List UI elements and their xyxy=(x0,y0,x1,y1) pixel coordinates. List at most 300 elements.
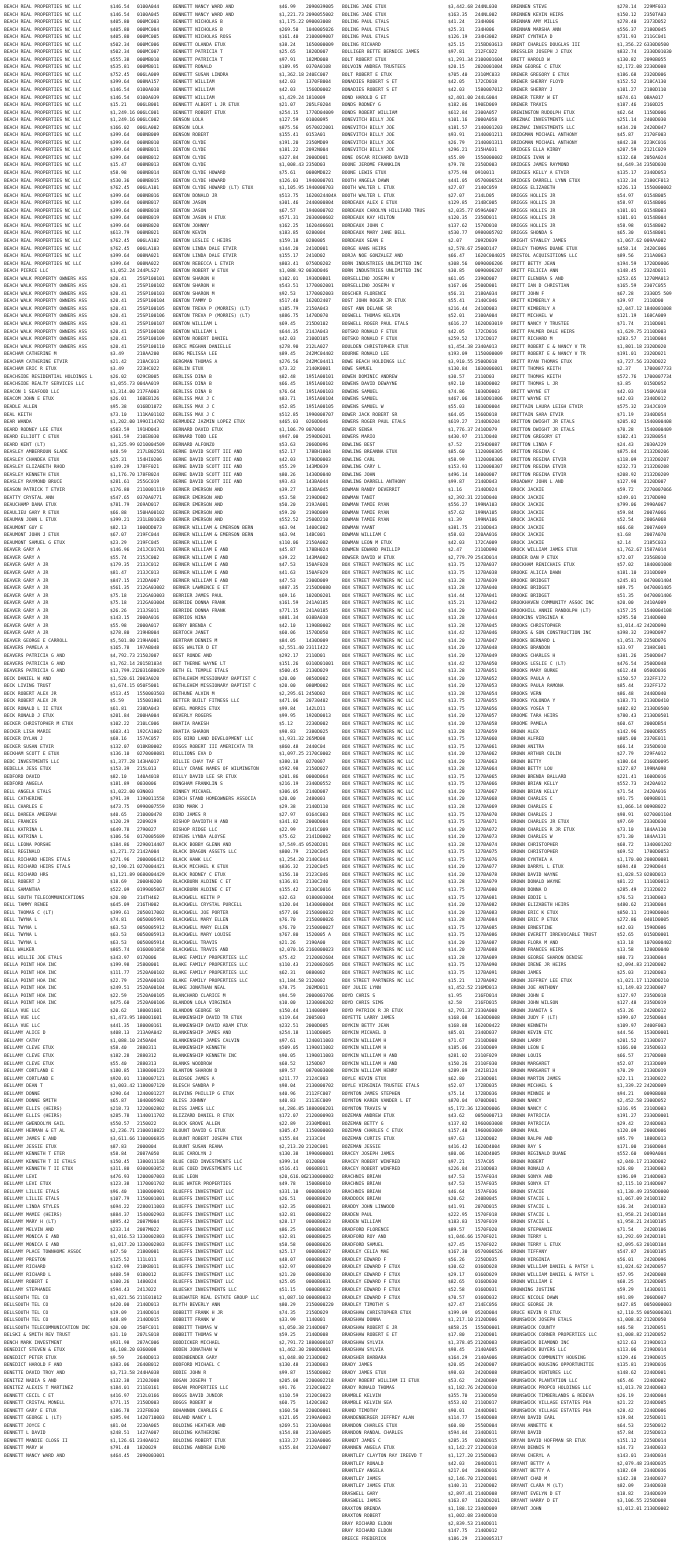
parcel-id: 212GA03002 xyxy=(137,586,165,592)
parcel-id: 1700007733 xyxy=(644,367,672,373)
owner-name: BOX STREET PARTNERS NC LLC xyxy=(342,767,414,773)
parcel-id: 2000D005 xyxy=(306,1023,329,1029)
tax-amount: $42.10 xyxy=(279,623,296,629)
tax-amount: $98.03 xyxy=(448,1370,465,1376)
tax-amount: $22.59 xyxy=(110,993,127,999)
owner-name: BEACH REAL PROPERTIES NC LLC xyxy=(4,231,82,237)
tax-amount: $87.83 xyxy=(110,1144,127,1150)
listing-row xyxy=(342,827,511,835)
listing-row xyxy=(173,827,342,835)
parcel-id: 2120D051 xyxy=(644,1325,667,1331)
tax-amount: $172.07 xyxy=(279,1114,299,1120)
listing-row xyxy=(4,962,173,970)
parcel-id: 1880D013 xyxy=(644,1137,667,1143)
tax-amount: $10.00 xyxy=(279,1001,296,1007)
tax-amount: $226.84 xyxy=(448,1167,468,1173)
owner-name: BERNER WILLIAM E AND xyxy=(173,563,229,569)
owner-name: BROWN NANCY C xyxy=(511,1106,547,1112)
owner-name: BOX STREET PARTNERS NC LLC xyxy=(342,782,414,788)
listing-row xyxy=(4,819,173,827)
parcel-id: 1120000306 xyxy=(475,457,503,463)
listing-row xyxy=(342,849,511,857)
tax-amount: $80.06 xyxy=(448,1152,465,1158)
listing-row xyxy=(4,1023,173,1031)
tax-amount: $75.61 xyxy=(279,171,296,177)
owner-name: BERRIOS NINA xyxy=(173,616,207,622)
tax-amount: $46.58 xyxy=(617,1325,634,1331)
parcel-id: 2140C044 xyxy=(306,857,329,863)
owner-name: BROWN WILLIAM DANIEL & PATSY L xyxy=(511,1265,594,1271)
listing-row xyxy=(511,623,680,631)
parcel-id: 241J022 xyxy=(137,1287,157,1293)
listing-row xyxy=(173,1106,342,1114)
owner-name: BOONE LEWIS ETUX xyxy=(342,171,387,177)
owner-name: BLACKWELL MARY ELLEN xyxy=(173,925,229,931)
owner-name: BELLAMY KENNETH T ETER xyxy=(4,1152,65,1158)
listing-row xyxy=(511,79,680,87)
listing-row xyxy=(4,902,173,910)
parcel-id: 127BA064 xyxy=(475,767,498,773)
tax-amount: $211.77 xyxy=(279,1076,299,1082)
parcel-id: 006LC002 xyxy=(137,118,160,124)
tax-amount: $191.27 xyxy=(617,1114,637,1120)
listing-row xyxy=(511,276,680,284)
owner-name: BELLAMY ALICE D xyxy=(4,1031,46,1037)
owner-name: BEAVER GARY A JR xyxy=(4,631,49,637)
listing-row xyxy=(4,178,173,186)
tax-amount: $41.91 xyxy=(448,1204,465,1210)
parcel-id: 1190011002 xyxy=(306,1046,334,1052)
tax-amount: $535.81 xyxy=(110,65,130,71)
tax-amount: $52.54 xyxy=(617,518,634,524)
tax-amount: $20.41 xyxy=(110,299,127,305)
tax-amount: $4,286.85 xyxy=(279,1106,304,1112)
tax-amount: $222.95 xyxy=(448,1212,468,1218)
parcel-id: 234H3002 xyxy=(475,35,498,41)
parcel-id: 2140001211 xyxy=(475,133,503,139)
listing-row xyxy=(173,540,342,548)
listing-row xyxy=(511,27,680,35)
listing-row xyxy=(4,1310,173,1318)
owner-name: BEARD KENT (LT) xyxy=(4,442,46,448)
owner-name: BOX STREET PARTNERS NC LLC xyxy=(342,759,414,765)
parcel-id: 25SP100106 xyxy=(137,314,165,320)
parcel-id: 211GC041 xyxy=(644,35,667,41)
owner-name: BROWN PATRICIA xyxy=(511,1121,550,1127)
listing-row xyxy=(511,849,680,857)
listing-row xyxy=(173,925,342,933)
tax-amount: $110.59 xyxy=(279,1393,299,1399)
owner-name: BEACHAM CATHERINE ETVIR xyxy=(4,359,68,365)
parcel-id: 2110001119 xyxy=(137,488,165,493)
parcel-id: 0000B0033 xyxy=(306,1295,331,1301)
listing-row xyxy=(4,298,173,306)
parcel-id: 2160000023 xyxy=(306,948,334,954)
listing-column xyxy=(511,4,680,1512)
tax-amount: $82.48 xyxy=(279,374,296,380)
tax-amount: $1.16 xyxy=(448,488,462,493)
tax-amount: $556.27 xyxy=(448,503,468,509)
listing-row xyxy=(511,570,680,578)
listing-row xyxy=(511,706,680,714)
listing-row xyxy=(173,1151,342,1159)
listing-row xyxy=(342,147,511,155)
owner-name: BROWN ERNESTINE xyxy=(511,925,553,931)
parcel-id: 1180007120 xyxy=(137,1084,165,1090)
parcel-id: 2120D001 xyxy=(475,1333,498,1339)
owner-name: BOX STREET PARTNERS NC LLC xyxy=(342,608,414,614)
owner-name: BOYKIN BETTY JEAN xyxy=(342,1023,390,1029)
tax-amount: $305.47 xyxy=(279,1129,299,1135)
owner-name: BLEVINS PHILLIP G ETUX xyxy=(173,1091,234,1097)
owner-name: BEAUMAN JOHN L ETUX xyxy=(4,518,57,524)
tax-amount: $583.59 xyxy=(110,427,130,433)
parcel-id: 1220002802 xyxy=(137,1106,165,1112)
parcel-id: 1150000009 xyxy=(475,352,503,358)
parcel-id: 2140A006 xyxy=(475,1355,498,1361)
owner-name: BROWN RONALD A xyxy=(511,1167,550,1173)
tax-amount: $42.03 xyxy=(279,337,296,343)
tax-amount: $66.47 xyxy=(448,254,465,260)
listing-row xyxy=(4,1083,173,1091)
listing-row xyxy=(511,540,680,548)
tax-amount: $3.49 xyxy=(110,367,124,373)
tax-amount: $58.40 xyxy=(110,1046,127,1052)
parcel-id: 1120000307 xyxy=(475,465,503,471)
tax-amount: $25.17 xyxy=(279,1250,296,1256)
tax-amount: $42.03 xyxy=(279,80,296,86)
tax-amount: $2.58 xyxy=(448,1001,462,1007)
owner-name: BERGMAN THOMAS A xyxy=(173,359,218,365)
tax-amount: $132.34 xyxy=(617,178,637,184)
listing-row xyxy=(173,879,342,887)
parcel-id: 219JA001 xyxy=(306,503,329,509)
owner-name: BLUEFFS INVESTMENT LLC xyxy=(173,1204,234,1210)
parcel-id: 212DA007 xyxy=(137,578,160,584)
owner-name: BRYANT CHAD M xyxy=(511,1476,547,1482)
parcel-id: 1720D0006 xyxy=(644,261,669,267)
listing-row xyxy=(342,34,511,42)
tax-amount: $399.64 xyxy=(110,216,130,222)
tax-amount: $89.57 xyxy=(448,1227,465,1233)
parcel-id: 127BA054 xyxy=(475,691,498,697)
parcel-id: 154HI0206 xyxy=(137,457,162,463)
owner-name: BLACK MICHAEL K ETUX xyxy=(173,865,229,871)
owner-name: BLUE COED INVESTMENTS LLC xyxy=(173,1167,243,1173)
owner-name: BEACH REAL PROPERTIES NC LLC xyxy=(4,20,82,26)
parcel-id: 1770D04009 xyxy=(306,110,334,116)
owner-name: BRANDON CHARLES ETUX xyxy=(342,1423,398,1429)
parcel-id: 0520D201 xyxy=(306,842,329,848)
listing-row xyxy=(342,547,511,555)
owner-name: BLOUNT ROBERT JOSEPH ETUX xyxy=(173,1137,243,1143)
tax-amount: $1,462.30 xyxy=(279,1348,304,1354)
listing-row xyxy=(173,796,342,804)
listing-row xyxy=(173,110,342,118)
owner-name: BROCK JACKIE xyxy=(511,525,545,531)
owner-name: BROWN GEORGE SHARON DENISE xyxy=(511,955,583,961)
parcel-id: 2200002218 xyxy=(306,1378,334,1384)
tax-amount: $194.59 xyxy=(617,261,637,267)
tax-amount: $694.48 xyxy=(617,865,637,871)
tax-amount: $42.05 xyxy=(448,80,465,86)
listing-row xyxy=(342,472,511,480)
listing-row xyxy=(342,404,511,412)
tax-amount: $383.06 xyxy=(110,1363,130,1369)
tax-amount: $59.84 xyxy=(617,510,634,516)
tax-amount: $13.28 xyxy=(448,767,465,773)
listing-row xyxy=(342,344,511,352)
tax-amount: $2.37 xyxy=(617,367,631,373)
owner-name: BOX STREET PARTNERS NC LLC xyxy=(342,669,414,675)
owner-name: BORN INDUSTRIES UNLIMITED INC xyxy=(342,269,423,275)
parcel-id: 199NA103 xyxy=(475,503,498,509)
parcel-id: 1570D010 xyxy=(475,223,498,229)
parcel-id: 1150D006 xyxy=(644,110,667,116)
listing-row xyxy=(173,713,342,721)
listing-row xyxy=(173,253,342,261)
owner-name: BRITTON LINDA F xyxy=(511,442,553,448)
parcel-id: 2120D002 xyxy=(475,1484,498,1490)
tax-amount: $91.89 xyxy=(617,1295,634,1301)
tax-amount: $791.48 xyxy=(110,1446,130,1452)
parcel-id: 038BA038 xyxy=(306,616,329,622)
owner-name: BROWN JAMES xyxy=(511,971,542,976)
tax-amount: $13.75 xyxy=(448,895,465,901)
parcel-id: 2120D002 xyxy=(644,963,667,969)
tax-amount: $480.62 xyxy=(617,903,637,909)
tax-amount: $68.52 xyxy=(279,1061,296,1067)
owner-name: BOX STREET PARTNERS NC LLC xyxy=(342,903,414,909)
listing-row xyxy=(4,79,173,87)
tax-amount: $399.64 xyxy=(110,133,130,139)
listing-row xyxy=(4,917,173,925)
listing-row xyxy=(173,1204,342,1212)
listing-row xyxy=(4,713,173,721)
listing-row xyxy=(173,412,342,420)
owner-name: BELLSOUTH TEL CO xyxy=(4,1310,49,1316)
parcel-id: 1960003009 xyxy=(475,1129,503,1135)
listing-row xyxy=(173,1128,342,1136)
owner-name: BOLDING ANDREW ELMO xyxy=(173,1446,226,1452)
parcel-id: 1230D0006 xyxy=(475,1106,500,1112)
owner-name: BOWLING BREANNA ETUX xyxy=(342,450,398,456)
parcel-id: 213JC012 xyxy=(137,563,160,569)
listing-row xyxy=(4,95,173,103)
owner-name: BENTON CLYDE xyxy=(173,140,207,146)
parcel-id: 172CD017 xyxy=(475,337,498,343)
owner-name: BEACH WALK PROPERTY OWNERS ASS xyxy=(4,291,87,297)
tax-amount: $92.53 xyxy=(279,291,296,297)
owner-name: BOX STREET PARTNERS NC LLC xyxy=(342,812,414,818)
owner-name: BENNETT SUSAN LINDRA xyxy=(173,72,229,78)
listing-row xyxy=(4,457,173,465)
parcel-id: 1240011003 xyxy=(306,1038,334,1044)
owner-name: BROWN JOHN WILSON xyxy=(511,1001,559,1007)
listing-row xyxy=(173,570,342,578)
owner-name: BELLAMY MONICA E AND xyxy=(4,1242,60,1248)
owner-name: BLANCHARD CLARICE M xyxy=(173,993,226,999)
listing-row xyxy=(342,1317,511,1325)
tax-listing-page xyxy=(4,4,680,1543)
owner-name: BEVEL MORRIS ETUX xyxy=(173,706,221,712)
parcel-id: 2410D02 xyxy=(306,254,326,260)
tax-amount: $14.20 xyxy=(448,721,465,727)
tax-amount: $153.39 xyxy=(110,767,130,773)
tax-amount: $471.06 xyxy=(279,699,299,705)
owner-name: BRADDOCK BRIAN xyxy=(342,1197,381,1203)
parcel-id: 1550000002 xyxy=(644,186,672,192)
owner-name: BENTON CLYDE HOWARD xyxy=(173,178,226,184)
tax-amount: $1,801.18 xyxy=(617,344,642,350)
parcel-id: 2500D047 xyxy=(644,654,667,660)
listing-row xyxy=(4,193,173,201)
owner-name: BLANKENSHIP KENNETH xyxy=(173,1046,226,1052)
tax-amount: $762.45 xyxy=(110,246,130,252)
tax-amount: $42.03 xyxy=(448,1461,465,1467)
owner-name: BROOKS & SON CONSTRUCTION INC xyxy=(511,631,592,637)
listing-row xyxy=(342,698,511,706)
tax-amount: $182.28 xyxy=(110,1054,130,1060)
tax-amount: $13.75 xyxy=(448,963,465,969)
owner-name: BLACK HAWK LLC xyxy=(173,857,212,863)
owner-name: BLUEFFS INVESTMENT LLC xyxy=(173,1250,234,1256)
owner-name: BOYKIN WILLIAM H AND xyxy=(342,1054,398,1060)
tax-amount: $27.07 xyxy=(448,193,465,199)
tax-amount: $201.84 xyxy=(110,714,130,720)
owner-name: BRUCE GEORGE JR xyxy=(511,1303,553,1309)
tax-amount: $42.03 xyxy=(279,457,296,463)
parcel-id: 2190D002 xyxy=(306,495,329,501)
owner-name: BERNER LAWRENCE E ET xyxy=(173,586,229,592)
listing-row xyxy=(342,1468,511,1476)
parcel-id: 2500D210 xyxy=(306,518,329,524)
tax-amount: $3.49 xyxy=(110,352,124,358)
listing-row xyxy=(4,547,173,555)
listing-row xyxy=(342,1076,511,1084)
tax-amount: $281.61 xyxy=(110,480,130,486)
listing-row xyxy=(4,1257,173,1265)
listing-row xyxy=(4,698,173,706)
tax-amount: $847.15 xyxy=(110,578,130,584)
owner-name: BELLAMY PLACE TOWNHOME ASSOC xyxy=(4,1250,82,1256)
tax-amount: $74.81 xyxy=(110,918,127,924)
owner-name: BIG BIRD LAND DEVELOPMENT LLC xyxy=(173,737,254,743)
tax-amount: $850.11 xyxy=(617,910,637,916)
owner-name: BRUNSWICK CORNER PROPERTIES LLC xyxy=(511,1333,597,1339)
owner-name: BORSELLINO JOSEPH V xyxy=(342,284,395,290)
listing-row xyxy=(511,223,680,231)
owner-name: BEACH WALK PROPERTY OWNERS ASS xyxy=(4,314,87,320)
parcel-id: 0990007559 xyxy=(137,804,165,810)
parcel-id: 0000B0020 xyxy=(306,1197,331,1203)
tax-amount: $1,291.34 xyxy=(448,57,473,63)
owner-name: BODDICKER MICHAEL xyxy=(173,1340,221,1346)
tax-amount: $217.04 xyxy=(448,1469,468,1475)
listing-row xyxy=(173,789,342,797)
tax-amount: $3,910.55 xyxy=(448,359,473,365)
tax-amount: $552.60 xyxy=(617,1152,637,1158)
parcel-id: 242MC04402 xyxy=(306,352,334,358)
parcel-id: 008NA157 xyxy=(137,80,160,86)
owner-name: BRUNSWICK VILLAGE ESTATES POA xyxy=(511,1401,592,1407)
parcel-id: 1570F021 xyxy=(475,1235,498,1241)
owner-name: BRIDGES KELLY A ETVIR xyxy=(511,171,570,177)
parcel-id: 1920D0013 xyxy=(306,714,331,720)
tax-amount: $66.14 xyxy=(617,744,634,750)
owner-name: BRADEN WILLIAM xyxy=(342,1220,381,1226)
owner-name: BOLT ROBERT E ETUX xyxy=(342,72,392,78)
owner-name: BOWE SAMUEL xyxy=(342,367,373,373)
listing-row xyxy=(511,132,680,140)
parcel-id: 2130D029 xyxy=(306,669,329,675)
parcel-id: 21800001 xyxy=(137,1250,160,1256)
owner-name: BEAVER GARY A xyxy=(4,548,40,554)
tax-amount: $161.40 xyxy=(279,35,299,41)
tax-amount: $176.80 xyxy=(110,488,130,493)
parcel-id: 205LF0204 xyxy=(306,103,331,109)
tax-amount: $1,024.62 xyxy=(617,1265,642,1271)
parcel-id: 2110D00 xyxy=(644,299,664,305)
listing-column xyxy=(4,4,173,1459)
listing-row xyxy=(173,276,342,284)
parcel-id: 2500D048 xyxy=(644,661,667,667)
parcel-id: 216FD014 xyxy=(475,993,498,999)
owner-name: BIRD JAMES R xyxy=(173,812,207,818)
owner-name: BELL CHARLES E xyxy=(4,804,43,810)
tax-amount: $4,649.34 xyxy=(617,163,642,169)
listing-row xyxy=(173,1362,342,1370)
parcel-id: 2340D009 xyxy=(475,1506,498,1512)
owner-name: BEACH REAL PROPERTIES NC LLC xyxy=(4,5,82,10)
listing-row xyxy=(511,1038,680,1046)
owner-name: BROWN FLORA M AND xyxy=(511,940,559,946)
listing-row xyxy=(342,1506,511,1514)
tax-amount: $66.45 xyxy=(279,382,296,388)
listing-row xyxy=(342,253,511,261)
listing-row xyxy=(4,1317,173,1325)
listing-row xyxy=(342,676,511,684)
listing-row xyxy=(4,1038,173,1046)
listing-row xyxy=(342,970,511,978)
parcel-id: 0050000301 xyxy=(644,1310,672,1316)
owner-name: BRADSHAW ROBERT E JR xyxy=(342,1325,398,1331)
tax-amount: $1,429.24 xyxy=(279,95,304,101)
parcel-id: 2240D003 xyxy=(644,1386,667,1392)
parcel-id: 2132D0206 xyxy=(644,450,669,456)
owner-name: BROWN ANITRA xyxy=(511,744,545,750)
parcel-id: 219FC045 xyxy=(137,540,160,546)
parcel-id: 192CA1002 xyxy=(137,729,162,735)
tax-amount: $14.20 xyxy=(448,684,465,690)
owner-name: BELL RICHARD HEIRS ETALS xyxy=(4,857,71,863)
owner-name: BEASLEY CHANDEA ETUX xyxy=(4,457,60,463)
listing-row xyxy=(4,162,173,170)
parcel-id: 008NB017 xyxy=(137,201,160,207)
listing-row xyxy=(4,1113,173,1121)
parcel-id: 1620D0201 xyxy=(475,1499,500,1505)
owner-name: BLANTON SHARON D xyxy=(173,1069,218,1075)
owner-name: BOOTH WALTER L ETUX xyxy=(342,186,395,192)
tax-amount: $420.00 xyxy=(110,1303,130,1309)
tax-amount: $259.52 xyxy=(448,337,468,343)
owner-name: BLANKS WOODROW xyxy=(173,1061,212,1067)
listing-row xyxy=(342,72,511,80)
tax-amount: $13.75 xyxy=(448,744,465,750)
parcel-id: 2340D053 xyxy=(644,171,667,177)
listing-row xyxy=(511,1189,680,1197)
owner-name: BRIDGMAN MICHAEL ANTHONY xyxy=(511,133,578,139)
